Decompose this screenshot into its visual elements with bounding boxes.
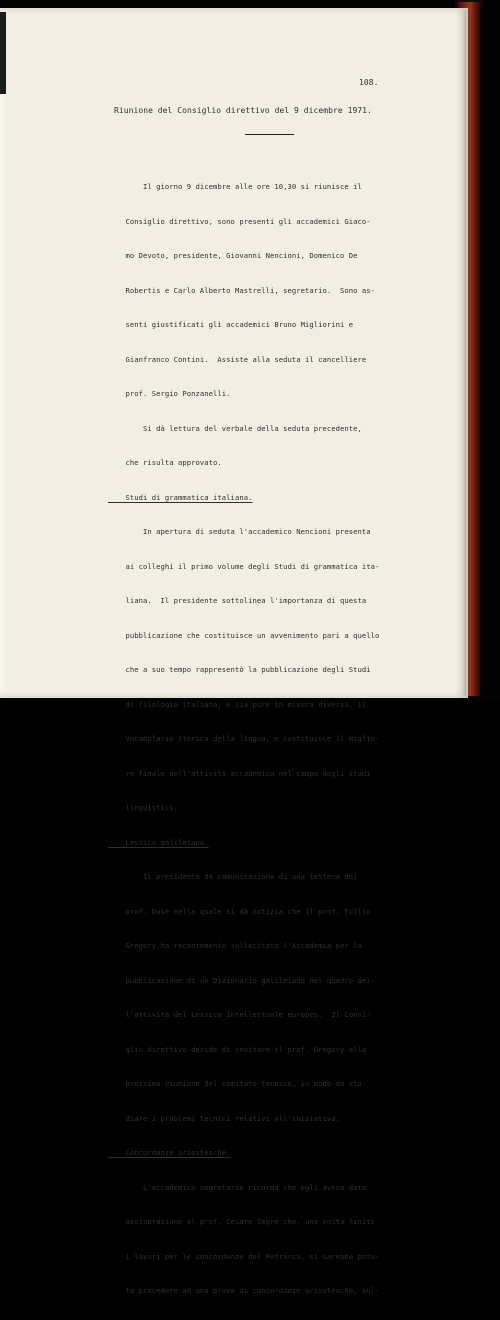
text-line: pubblicazione che costituisce un avvenimento pari a quello bbox=[108, 630, 380, 640]
text-line: l'attività del Lessico intellettuale europeo. Il Consi- bbox=[108, 1010, 371, 1019]
text-line: L'accademico segretario ricorda che egli aveva dato bbox=[108, 1182, 367, 1192]
section-heading: Studi di grammatica italiana. bbox=[108, 492, 253, 502]
text-line: Il presidente dà comunicazione di una lettera del bbox=[108, 872, 358, 881]
meeting-heading: Riunione del Consiglio direttivo del 9 dicembre 1971. bbox=[114, 106, 372, 115]
text-line: prof. Duse nella quale si dà notizia che il prof. Tullio bbox=[108, 906, 371, 916]
text-line: Robertis e Carlo Alberto Mastrelli, segretario. Sono as- bbox=[108, 285, 376, 295]
section-heading: Lessico galileiano. bbox=[108, 837, 209, 847]
text-line: Consiglio direttivo, sono presenti gli accademici Giaco- bbox=[108, 216, 371, 226]
text-line: prossima riunione del comitato tecnico, in modo da stu- bbox=[108, 1079, 367, 1088]
text-line: glio direttivo decide di invitare il prof. Gregory alla bbox=[108, 1044, 367, 1054]
text-line: senti giustificati gli accademici Bruno Migliorini e bbox=[108, 320, 354, 329]
text-line: Il giorno 9 dicembre alle ore 10,30 si riunisce il bbox=[108, 182, 362, 191]
text-line: to procedere ad una prova di concordanze ariostesche, sul- bbox=[108, 1286, 380, 1295]
page-number: 108. bbox=[359, 78, 379, 87]
text-line: assicurazione al prof. Cesare Segre che, una volta finiti bbox=[108, 1217, 376, 1226]
text-line: linguistici. bbox=[108, 803, 179, 812]
page-edge bbox=[463, 10, 466, 696]
text-line: di filologia italiana, e sia pure in misura diversa, il bbox=[108, 699, 367, 709]
text-line: che risulta approvato. bbox=[108, 458, 222, 467]
text-line: In apertura di seduta l'accademico Nencioni presenta bbox=[108, 527, 371, 536]
text-line: Gregory ha recentemente sollecitato l'Accademia per la bbox=[108, 941, 362, 950]
section-heading: Concordanze ariostesche. bbox=[108, 1148, 231, 1157]
body-text bbox=[108, 158, 379, 1320]
text-line: prof. Sergio Ponzanelli. bbox=[108, 389, 231, 398]
text-line: diare i problemi tecnici relativi all'iniziativa. bbox=[108, 1113, 340, 1123]
text-line: liana. Il presidente sottolinea l'importanza di questa bbox=[108, 596, 367, 605]
text-line: ai colleghi il primo volume degli Studi di grammatica ita- bbox=[108, 561, 380, 571]
text-line: Gianfranco Contini. Assiste alla seduta il cancelliere bbox=[108, 354, 367, 364]
text-line: Vocabolario storico della lingua, e costituisce il miglio- bbox=[108, 734, 380, 743]
text-line: i lavori per le concordanze del Petrarca, si sarebbe potu- bbox=[108, 1251, 380, 1261]
text-line: mo Devoto, presidente, Giovanni Nencioni, Domenico De bbox=[108, 251, 358, 260]
text-line: re finale dell'attività accademica nel campo degli studi bbox=[108, 768, 371, 778]
text-line: Si dà lettura del verbale della seduta precedente, bbox=[108, 423, 362, 433]
text-line: pubblicazione di un Dizionario galileiano nel quadro del- bbox=[108, 975, 376, 985]
black-tab bbox=[0, 12, 6, 94]
heading-rule bbox=[245, 134, 294, 135]
text-line: che a suo tempo rappresentò la pubblicazione degli Studi bbox=[108, 665, 371, 674]
